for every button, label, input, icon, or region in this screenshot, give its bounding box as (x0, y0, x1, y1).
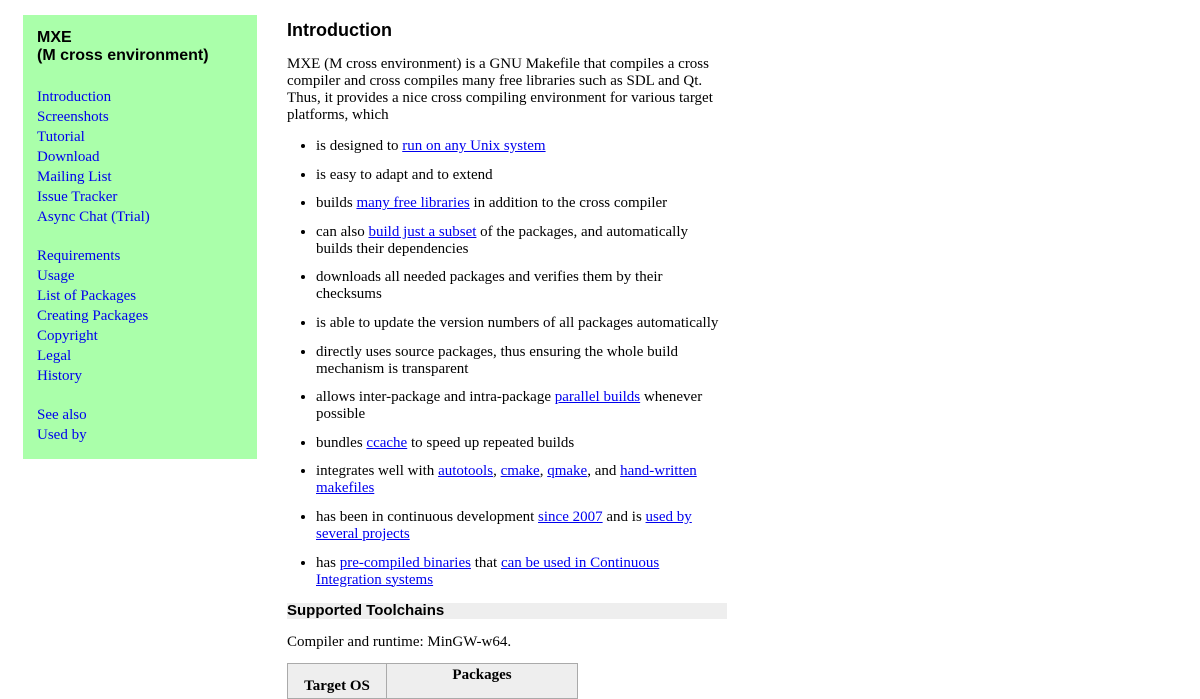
feature-list (287, 138, 727, 589)
link-qmake[interactable]: qmake (547, 463, 588, 480)
item-text: and is (602, 508, 646, 525)
section-heading-supported-toolchains: Supported Toolchains (287, 603, 727, 619)
link-continuous-integration[interactable]: can be used in Continuous Integration systems (316, 554, 660, 588)
nav-link-download[interactable]: Download (37, 149, 100, 165)
link-run-on-any-unix[interactable]: run on any Unix system (402, 138, 546, 154)
main-content (287, 15, 727, 699)
item-text: directly uses source packages, thus ensuring the whole build mechanism is transparent (316, 343, 678, 377)
item-text: is designed to (316, 138, 403, 154)
column-header-target-os: Target OS (288, 663, 387, 698)
item-text: integrates well with (316, 463, 439, 480)
nav-link-async-chat[interactable]: Async Chat (Trial) (37, 209, 150, 225)
link-cmake[interactable]: cmake (500, 463, 540, 480)
list-item (316, 435, 727, 452)
item-text: that (470, 554, 501, 571)
nav-link-legal[interactable]: Legal (37, 348, 72, 364)
item-text: is able to update the version numbers of all packages automatically (316, 314, 719, 331)
sidebar-nav (23, 15, 257, 459)
list-item (316, 509, 727, 543)
table-header-row (288, 663, 578, 698)
intro-paragraph: MXE (M cross environment) is a GNU Makefile that compiles a cross compiler and cross compiles many free libraries such as SDL and Qt. Thus, it provides a nice cross compiling environment for various target platforms, which (287, 56, 713, 123)
nav-link-requirements[interactable]: Requirements (37, 248, 121, 264)
toolchains-table (287, 663, 578, 699)
item-text: can also (316, 223, 369, 240)
item-text: has been in continuous development (316, 508, 539, 525)
link-build-just-a-subset[interactable]: build just a subset (368, 223, 477, 240)
nav-link-history[interactable]: History (37, 368, 82, 384)
nav-link-tutorial[interactable]: Tutorial (37, 129, 85, 145)
nav-link-usage[interactable]: Usage (37, 268, 75, 284)
item-text: of the packages, and automatically builds their dependencies (316, 223, 688, 257)
nav-group-more (37, 405, 243, 445)
link-used-by-several-projects[interactable]: used by several projects (316, 508, 692, 542)
list-item (316, 463, 727, 497)
link-ccache[interactable]: ccache (366, 434, 408, 451)
nav-group-about (37, 87, 243, 227)
item-text: , (493, 463, 501, 480)
list-item (316, 224, 727, 258)
nav-link-screenshots[interactable]: Screenshots (37, 109, 109, 125)
site-title-line2: (M cross environment) (37, 47, 209, 64)
list-item (316, 344, 727, 378)
item-text: allows inter-package and intra-package (316, 389, 555, 406)
link-hand-written-makefiles[interactable]: hand-written makefiles (316, 463, 697, 497)
list-item (316, 269, 727, 303)
nav-link-see-also[interactable]: See also (37, 407, 87, 423)
link-many-free-libraries[interactable]: many free libraries (356, 195, 470, 212)
nav-group-docs (37, 246, 243, 386)
nav-link-list-of-packages[interactable]: List of Packages (37, 288, 137, 304)
site-title (37, 29, 243, 65)
list-item (316, 195, 727, 212)
link-since-2007[interactable]: since 2007 (538, 508, 603, 525)
nav-link-creating-packages[interactable]: Creating Packages (37, 308, 149, 324)
nav-link-copyright[interactable]: Copyright (37, 328, 98, 344)
item-text: in addition to the cross compiler (469, 195, 668, 212)
column-header-packages: Packages (387, 663, 578, 698)
list-item (316, 138, 727, 155)
item-text: , and (587, 463, 621, 480)
nav-link-issue-tracker[interactable]: Issue Tracker (37, 189, 118, 205)
item-text: downloads all needed packages and verifies them by their checksums (316, 269, 663, 303)
page-title: Introduction (287, 20, 392, 40)
site-title-line1: MXE (37, 29, 72, 46)
nav-link-used-by[interactable]: Used by (37, 427, 87, 443)
link-autotools[interactable]: autotools (438, 463, 494, 480)
nav-link-introduction[interactable]: Introduction (37, 89, 112, 105)
item-text: is easy to adapt and to extend (316, 166, 493, 183)
list-item (316, 389, 727, 423)
item-text: whenever possible (316, 389, 703, 423)
list-item (316, 555, 727, 589)
link-parallel-builds[interactable]: parallel builds (554, 389, 641, 406)
toolchain-note: Compiler and runtime: MinGW-w64. (287, 633, 512, 650)
item-text: bundles (316, 434, 367, 451)
item-text: , (539, 463, 548, 480)
item-text: to speed up repeated builds (407, 434, 575, 451)
nav-link-mailing-list[interactable]: Mailing List (37, 169, 112, 185)
link-pre-compiled-binaries[interactable]: pre-compiled binaries (339, 554, 471, 571)
item-text: builds (316, 195, 357, 212)
list-item (316, 167, 727, 184)
list-item (316, 315, 727, 332)
item-text: has (316, 554, 340, 571)
